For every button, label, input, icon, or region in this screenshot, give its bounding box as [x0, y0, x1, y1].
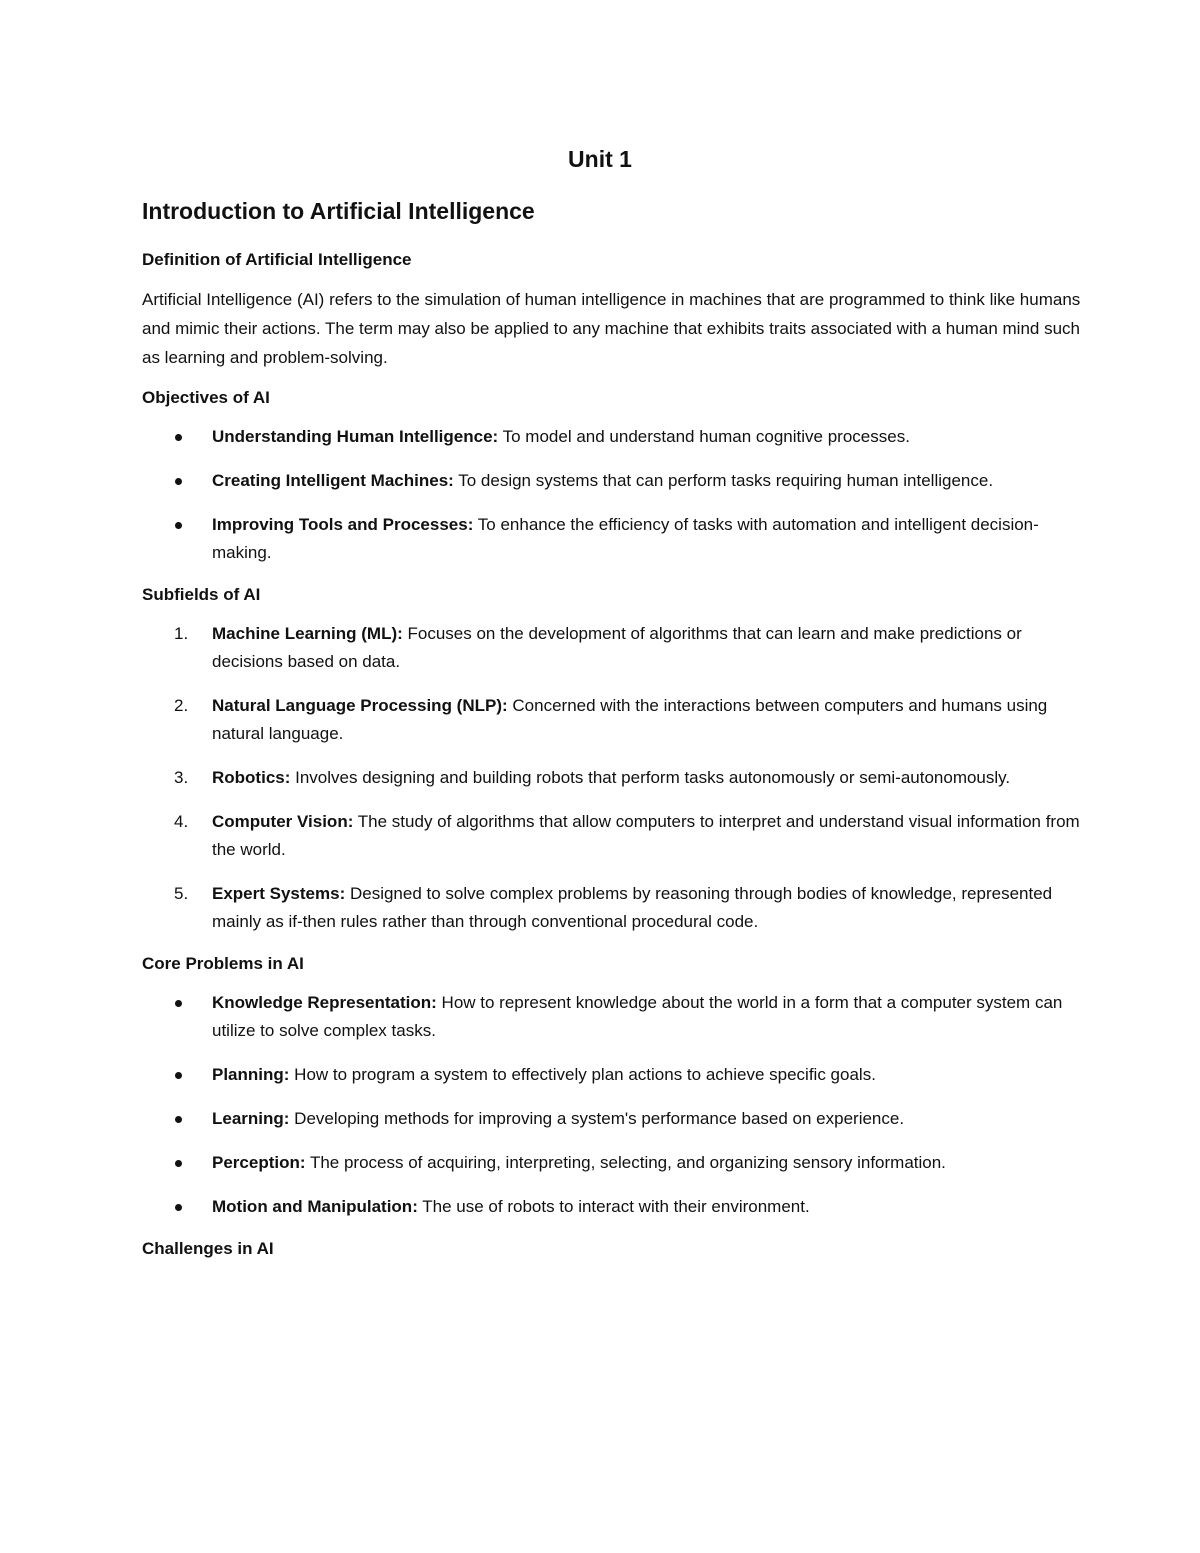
- list-item: [142, 467, 1082, 495]
- item-number: 2.: [174, 696, 189, 715]
- item-term: Expert Systems:: [212, 884, 346, 903]
- unit-label: Unit 1: [568, 146, 632, 172]
- item-text: The process of acquiring, interpreting, selecting, and organizing sensory information.: [305, 1153, 946, 1172]
- item-term: Creating Intelligent Machines:: [212, 471, 454, 490]
- list-item: [142, 1061, 1082, 1089]
- item-text: To model and understand human cognitive processes.: [498, 427, 910, 446]
- item-term: Robotics:: [212, 768, 291, 787]
- bullet-icon: [175, 1072, 182, 1079]
- objectives-heading: Objectives of AI: [142, 388, 270, 407]
- bullet-icon: [175, 1000, 182, 1007]
- core-problems-heading: Core Problems in AI: [142, 954, 304, 973]
- item-term: Planning:: [212, 1065, 290, 1084]
- item-term: Motion and Manipulation:: [212, 1197, 418, 1216]
- item-text: Concerned with the interactions between computers and humans using natural language.: [212, 696, 1048, 743]
- item-text: How to program a system to effectively plan actions to achieve specific goals.: [289, 1065, 876, 1084]
- list-item: [142, 620, 1082, 676]
- item-text: Focuses on the development of algorithms that can learn and make predictions or decisions based on data.: [212, 624, 1022, 671]
- item-number: 4.: [174, 812, 189, 831]
- core-problems-list: [142, 989, 1082, 1221]
- item-term: Machine Learning (ML):: [212, 624, 403, 643]
- bullet-icon: [175, 1204, 182, 1211]
- objectives-list: [142, 423, 1082, 567]
- list-item: [142, 423, 1082, 451]
- list-item: [142, 1149, 1082, 1177]
- bullet-icon: [175, 522, 182, 529]
- bullet-icon: [175, 434, 182, 441]
- list-item: [142, 880, 1082, 936]
- definition-heading: Definition of Artificial Intelligence: [142, 250, 412, 269]
- document-title: Introduction to Artificial Intelligence: [142, 198, 535, 224]
- list-item: [142, 511, 1082, 567]
- item-term: Computer Vision:: [212, 812, 354, 831]
- item-term: Knowledge Representation:: [212, 993, 437, 1012]
- list-item: [142, 808, 1082, 864]
- list-item: [142, 989, 1082, 1045]
- item-term: Natural Language Processing (NLP):: [212, 696, 508, 715]
- bullet-icon: [175, 478, 182, 485]
- item-text: How to represent knowledge about the world in a form that a computer system can utilize to solve complex tasks.: [212, 993, 1063, 1040]
- document-body: [142, 196, 1082, 1274]
- list-item: [142, 1105, 1082, 1133]
- list-item: [142, 692, 1082, 748]
- item-term: Learning:: [212, 1109, 290, 1128]
- bullet-icon: [175, 1116, 182, 1123]
- item-text: Involves designing and building robots that perform tasks autonomously or semi-autonomously.: [290, 768, 1011, 787]
- item-text: Designed to solve complex problems by reasoning through bodies of knowledge, represented mainly as if-then rules rather than through conventional procedural code.: [212, 884, 1053, 931]
- bullet-icon: [175, 1160, 182, 1167]
- challenges-heading: Challenges in AI: [142, 1239, 274, 1258]
- item-number: 3.: [174, 768, 189, 787]
- subfields-heading: Subfields of AI: [142, 585, 261, 604]
- item-text: The study of algorithms that allow computers to interpret and understand visual information from the world.: [212, 812, 1080, 859]
- item-term: Perception:: [212, 1153, 306, 1172]
- item-term: Improving Tools and Processes:: [212, 515, 474, 534]
- list-item: [142, 1193, 1082, 1221]
- item-text: To design systems that can perform tasks requiring human intelligence.: [453, 471, 994, 490]
- item-text: To enhance the efficiency of tasks with automation and intelligent decision-making.: [212, 515, 1039, 562]
- item-number: 1.: [174, 624, 189, 643]
- item-text: The use of robots to interact with their environment.: [417, 1197, 810, 1216]
- item-number: 5.: [174, 884, 189, 903]
- item-term: Understanding Human Intelligence:: [212, 427, 499, 446]
- list-item: [142, 764, 1082, 792]
- item-text: Developing methods for improving a system's performance based on experience.: [289, 1109, 905, 1128]
- subfields-list: [142, 620, 1082, 936]
- definition-paragraph: Artificial Intelligence (AI) refers to the simulation of human intelligence in machines that are programmed to think like humans and mimic their actions. The term may also be applied to any machine that exhibits traits associated with a human mind such as learning and problem-solving.: [142, 290, 1081, 367]
